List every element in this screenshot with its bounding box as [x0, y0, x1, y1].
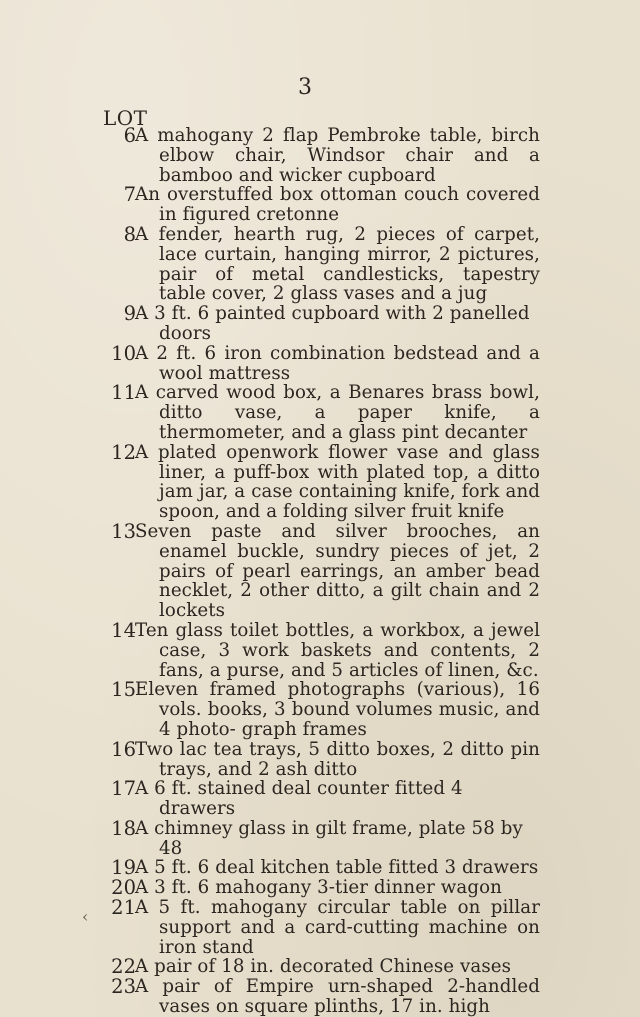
lot-description: A 6 ft. stained deal counter fitted 4 drawers [135, 778, 463, 820]
lot-description: A fender, hearth rug, 2 pieces of carpet, lace curtain, hanging mirror, 2 pictures, pair of metal candlesticks, tapestry table cover, 2 glass vases and a jug [135, 223, 540, 305]
lot-number: 19 [111, 856, 136, 880]
lot-entry [100, 878, 540, 898]
lot-entry [100, 304, 540, 344]
lot-description: Ten glass toilet bottles, a workbox, a jewel case, 3 work baskets and contents, 2 fans, a purse, and 5 articles of linen, &c. [135, 619, 540, 681]
lot-description: A mahogany 2 flap Pembroke table, birch elbow chair, Windsor chair and a bamboo and wicker cupboard [135, 125, 540, 186]
margin-mark: ‹ [82, 907, 89, 926]
lot-entry [100, 440, 540, 523]
lot-entry [100, 977, 540, 1017]
lot-entry [100, 898, 540, 957]
lot-number: 6 [123, 124, 136, 147]
lot-description: A carved wood box, a Benares brass bowl, ditto vase, a paper knife, a thermometer, and a glass pint decanter [135, 382, 540, 443]
lot-description: Seven paste and silver brooches, an enamel buckle, sundry pieces of jet, 2 pairs of pearl earrings, an amber bead necklet, 2 other ditto, a gilt chain and 2 lockets [135, 520, 540, 622]
lot-description: A 2 ft. 6 iron combination bedstead and a wool mattress [135, 342, 540, 384]
lot-column-heading: LOT [103, 106, 148, 130]
lot-description: A plated openwork flower vase and glass liner, a puff-box with plated top, a ditto jam jar, a case containing knife, fork and spoon, and a folding silver fruit knife [135, 441, 540, 523]
lot-description: A 5 ft. mahogany circular table on pillar support and a card-cutting machine on iron stand [135, 897, 540, 958]
lot-description: Eleven framed photographs (various), 16 vols. books, 3 bound volumes music, and 4 photo- graph frames [135, 679, 540, 740]
lot-description: An overstuffed box ottoman couch covered in figured cretonne [135, 184, 540, 226]
lot-description: A pair of 18 in. decorated Chinese vases [135, 956, 512, 978]
lot-description: A pair of Empire urn-shaped 2-handled vases on square plinths, 17 in. high [135, 976, 540, 1017]
page-number: 3 [298, 75, 312, 100]
lot-entry [100, 383, 540, 442]
lot-number: 13 [111, 519, 136, 543]
lot-entry [100, 341, 540, 384]
lot-entry [100, 126, 540, 185]
lot-number: 21 [111, 896, 136, 920]
lot-entry [100, 618, 540, 681]
lot-number: 15 [111, 678, 136, 702]
lot-number: 20 [111, 876, 136, 900]
lot-number: 7 [123, 183, 136, 207]
lot-entry [100, 519, 540, 622]
lot-number: 14 [111, 618, 136, 642]
lot-description: A 3 ft. 6 mahogany 3-tier dinner wagon [135, 877, 502, 899]
lot-number: 12 [111, 440, 136, 464]
lot-entry [100, 737, 540, 780]
lot-entry [100, 222, 540, 305]
lot-description: A 3 ft. 6 painted cupboard with 2 panelled doors [135, 303, 530, 344]
lot-number: 8 [123, 222, 136, 246]
lot-description: Two lac tea trays, 5 ditto boxes, 2 ditto pin trays, and 2 ash ditto [135, 738, 540, 780]
lot-description: A chimney glass in gilt frame, plate 58 by 48 [135, 817, 523, 859]
lot-entry [100, 185, 540, 225]
lot-number: 9 [123, 302, 136, 326]
lot-number: 11 [111, 381, 136, 405]
lot-entry [100, 816, 540, 859]
lot-number: 22 [111, 955, 136, 979]
lot-number: 16 [111, 737, 136, 761]
lot-number: 23 [111, 975, 136, 999]
lot-description: A 5 ft. 6 deal kitchen table fitted 3 drawers [135, 857, 539, 879]
lot-entry [100, 957, 540, 977]
lot-list [100, 126, 540, 1017]
lot-entry [100, 779, 540, 819]
lot-entry [100, 858, 540, 878]
lot-entry [100, 680, 540, 739]
lot-number: 10 [111, 341, 136, 365]
lot-number: 17 [111, 777, 136, 801]
lot-number: 18 [111, 816, 136, 840]
